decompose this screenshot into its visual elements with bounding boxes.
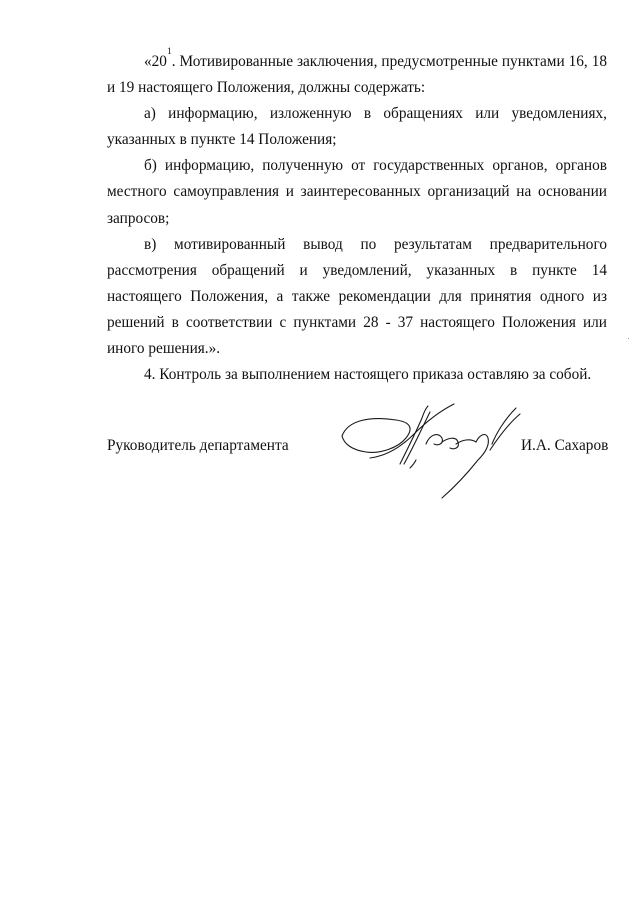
signatory-name: И.А. Сахаров [521,437,609,454]
subparagraph-b: б) информацию, полученную от государственных органов, органов местного самоуправления и заинтересованных организаций на основании запросов; [107,157,607,227]
paragraph-number-prefix: «20 [144,53,167,70]
paragraph-4: 4. Контроль за выполнением настоящего приказа оставляю за собой. [144,366,592,384]
scan-speck [628,338,629,339]
paragraph-text: . Мотивированные заключения, предусмотренные пунктами 16, 18 и 19 настоящего Положения, должны содержать: [107,53,607,97]
subparagraph-a: а) информацию, изложенную в обращениях или уведомлениях, указанных в пункте 14 Положения; [107,105,607,149]
superscript-index: 1 [166,47,172,57]
document-body [107,49,607,388]
handwritten-signature [330,398,530,510]
paragraph-20-1 [107,49,607,101]
signatory-title: Руководитель департамента [107,437,289,454]
subparagraph-v: в) мотивированный вывод по результатам предварительного рассмотрения обращений и уведомлений, указанных в пункте 14 настоящего Положения, а также рекомендации для принятия одного из решений в соответствии с пунктами 28 - 37 настоящего Положения или иного решения.». [107,235,607,358]
